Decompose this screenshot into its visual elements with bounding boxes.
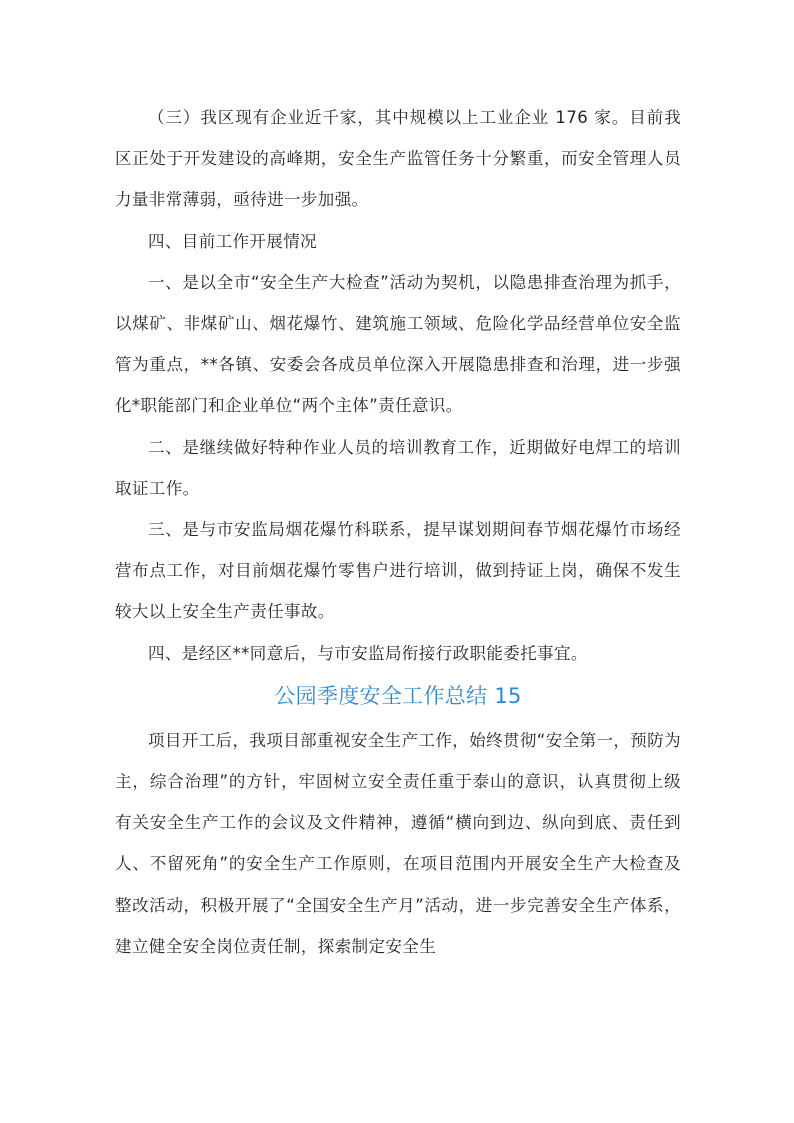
- paragraph-item-four: 四、是经区**同意后，与市安监局衔接行政职能委托事宜。: [148, 643, 588, 663]
- paragraph-item-two: 二、是继续做好特种作业人员的培训教育工作，近期做好电焊工的培训取证工作。: [115, 437, 681, 498]
- paragraph-project-safety: 项目开工后，我项目部重视安全生产工作，始终贯彻“安全第一，预防为主，综合治理”的方针，牢固树立安全责任重于泰山的意识，认真贯彻上级有关安全生产工作的会议及文件精神，遵循“横向到边、纵向到底、责任到人、不留死角”的安全生产工作原则，在项目范围内开展安全生产大检查及整改活动，积极开展了“全国安全生产月”活动，进一步完善安全生产体系，建立健全安全岗位责任制，探索制定安全生: [115, 730, 681, 956]
- paragraph-item-one: 一、是以全市“安全生产大检查”活动为契机，以隐患排查治理为抓手，以煤矿、非煤矿山、烟花爆竹、建筑施工领域、危险化学品经营单位安全监管为重点，**各镇、安委会各成员单位深入开展隐患排查和治理，进一步强化*职能部门和企业单位“两个主体”责任意识。: [115, 272, 681, 416]
- paragraph-section-heading-current-work: 四、目前工作开展情况: [148, 231, 317, 251]
- document-body: [115, 97, 681, 967]
- paragraph-district-enterprises: （三）我区现有企业近千家，其中规模以上工业企业 176 家。目前我区正处于开发建设的高峰期，安全生产监管任务十分繁重，而安全管理人员力量非常薄弱，亟待进一步加强。: [115, 108, 681, 210]
- paragraph-item-three: 三、是与市安监局烟花爆竹科联系，提早谋划期间春节烟花爆竹市场经营布点工作，对目前烟花爆竹零售户进行培训，做到持证上岗，确保不发生较大以上安全生产责任事故。: [115, 520, 681, 622]
- section-title: 公园季度安全工作总结 15: [274, 683, 522, 708]
